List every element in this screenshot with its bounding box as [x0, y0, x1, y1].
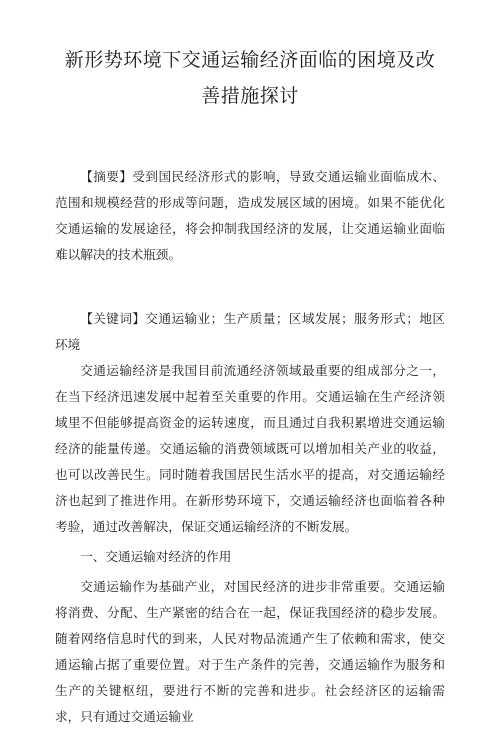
abstract-label: 【摘要】 — [80, 169, 133, 184]
keywords-paragraph — [55, 306, 445, 358]
document-title: 新形势环境下交通运输经济面临的困境及改善措施探讨 — [64, 49, 436, 107]
intro-paragraph: 交通运输经济是我国目前流通经济领域最重要的组成部分之一，在当下经济迅速发展中起着至关重要的作用。交通运输在生产经济领域里不但能够提高资金的运转速度，而且通过自我积累增进交通运输经济的能量传递。交通运输的消费领域既可以增加相关产业的收益，也可以改善民生。同时随着我国居民生活水平的提高，对交通运输经济也起到了推进作用。在新形势环境下，交通运输经济也面临着各种考验，通过改善解决，保证交通运输经济的不断发展。 — [55, 363, 445, 534]
keywords-text: 交通运输业；生产质量；区域发展；服务形式；地区环境 — [55, 311, 446, 352]
keywords-label: 【关键词】 — [80, 311, 146, 326]
abstract-text: 受到国民经济形式的影响，导致交通运输业面临成木、范围和规模经营的形成等问题，造成发展区域的困境。如果不能优化交通运输的发展途径，将会抑制我国经济的发展，让交通运输业面临难以解决的技术瓶颈。 — [55, 169, 446, 262]
section-heading: 一、交通运输对经济的作用 — [80, 549, 232, 564]
abstract-paragraph — [55, 164, 445, 268]
section-paragraph: 交通运输作为基础产业，对国民经济的进步非常重要。交通运输将消费、分配、生产紧密的结合在一起，保证我国经济的稳步发展。随着网络信息时代的到来，人民对物品流通产生了依赖和需求，使交通运输占据了重要位置。对于生产条件的完善，交通运输作为服务和生产的关键枢纽，要进行不断的完善和进步。社会经济区的运输需求，只有通过交通运输业 — [55, 579, 445, 724]
